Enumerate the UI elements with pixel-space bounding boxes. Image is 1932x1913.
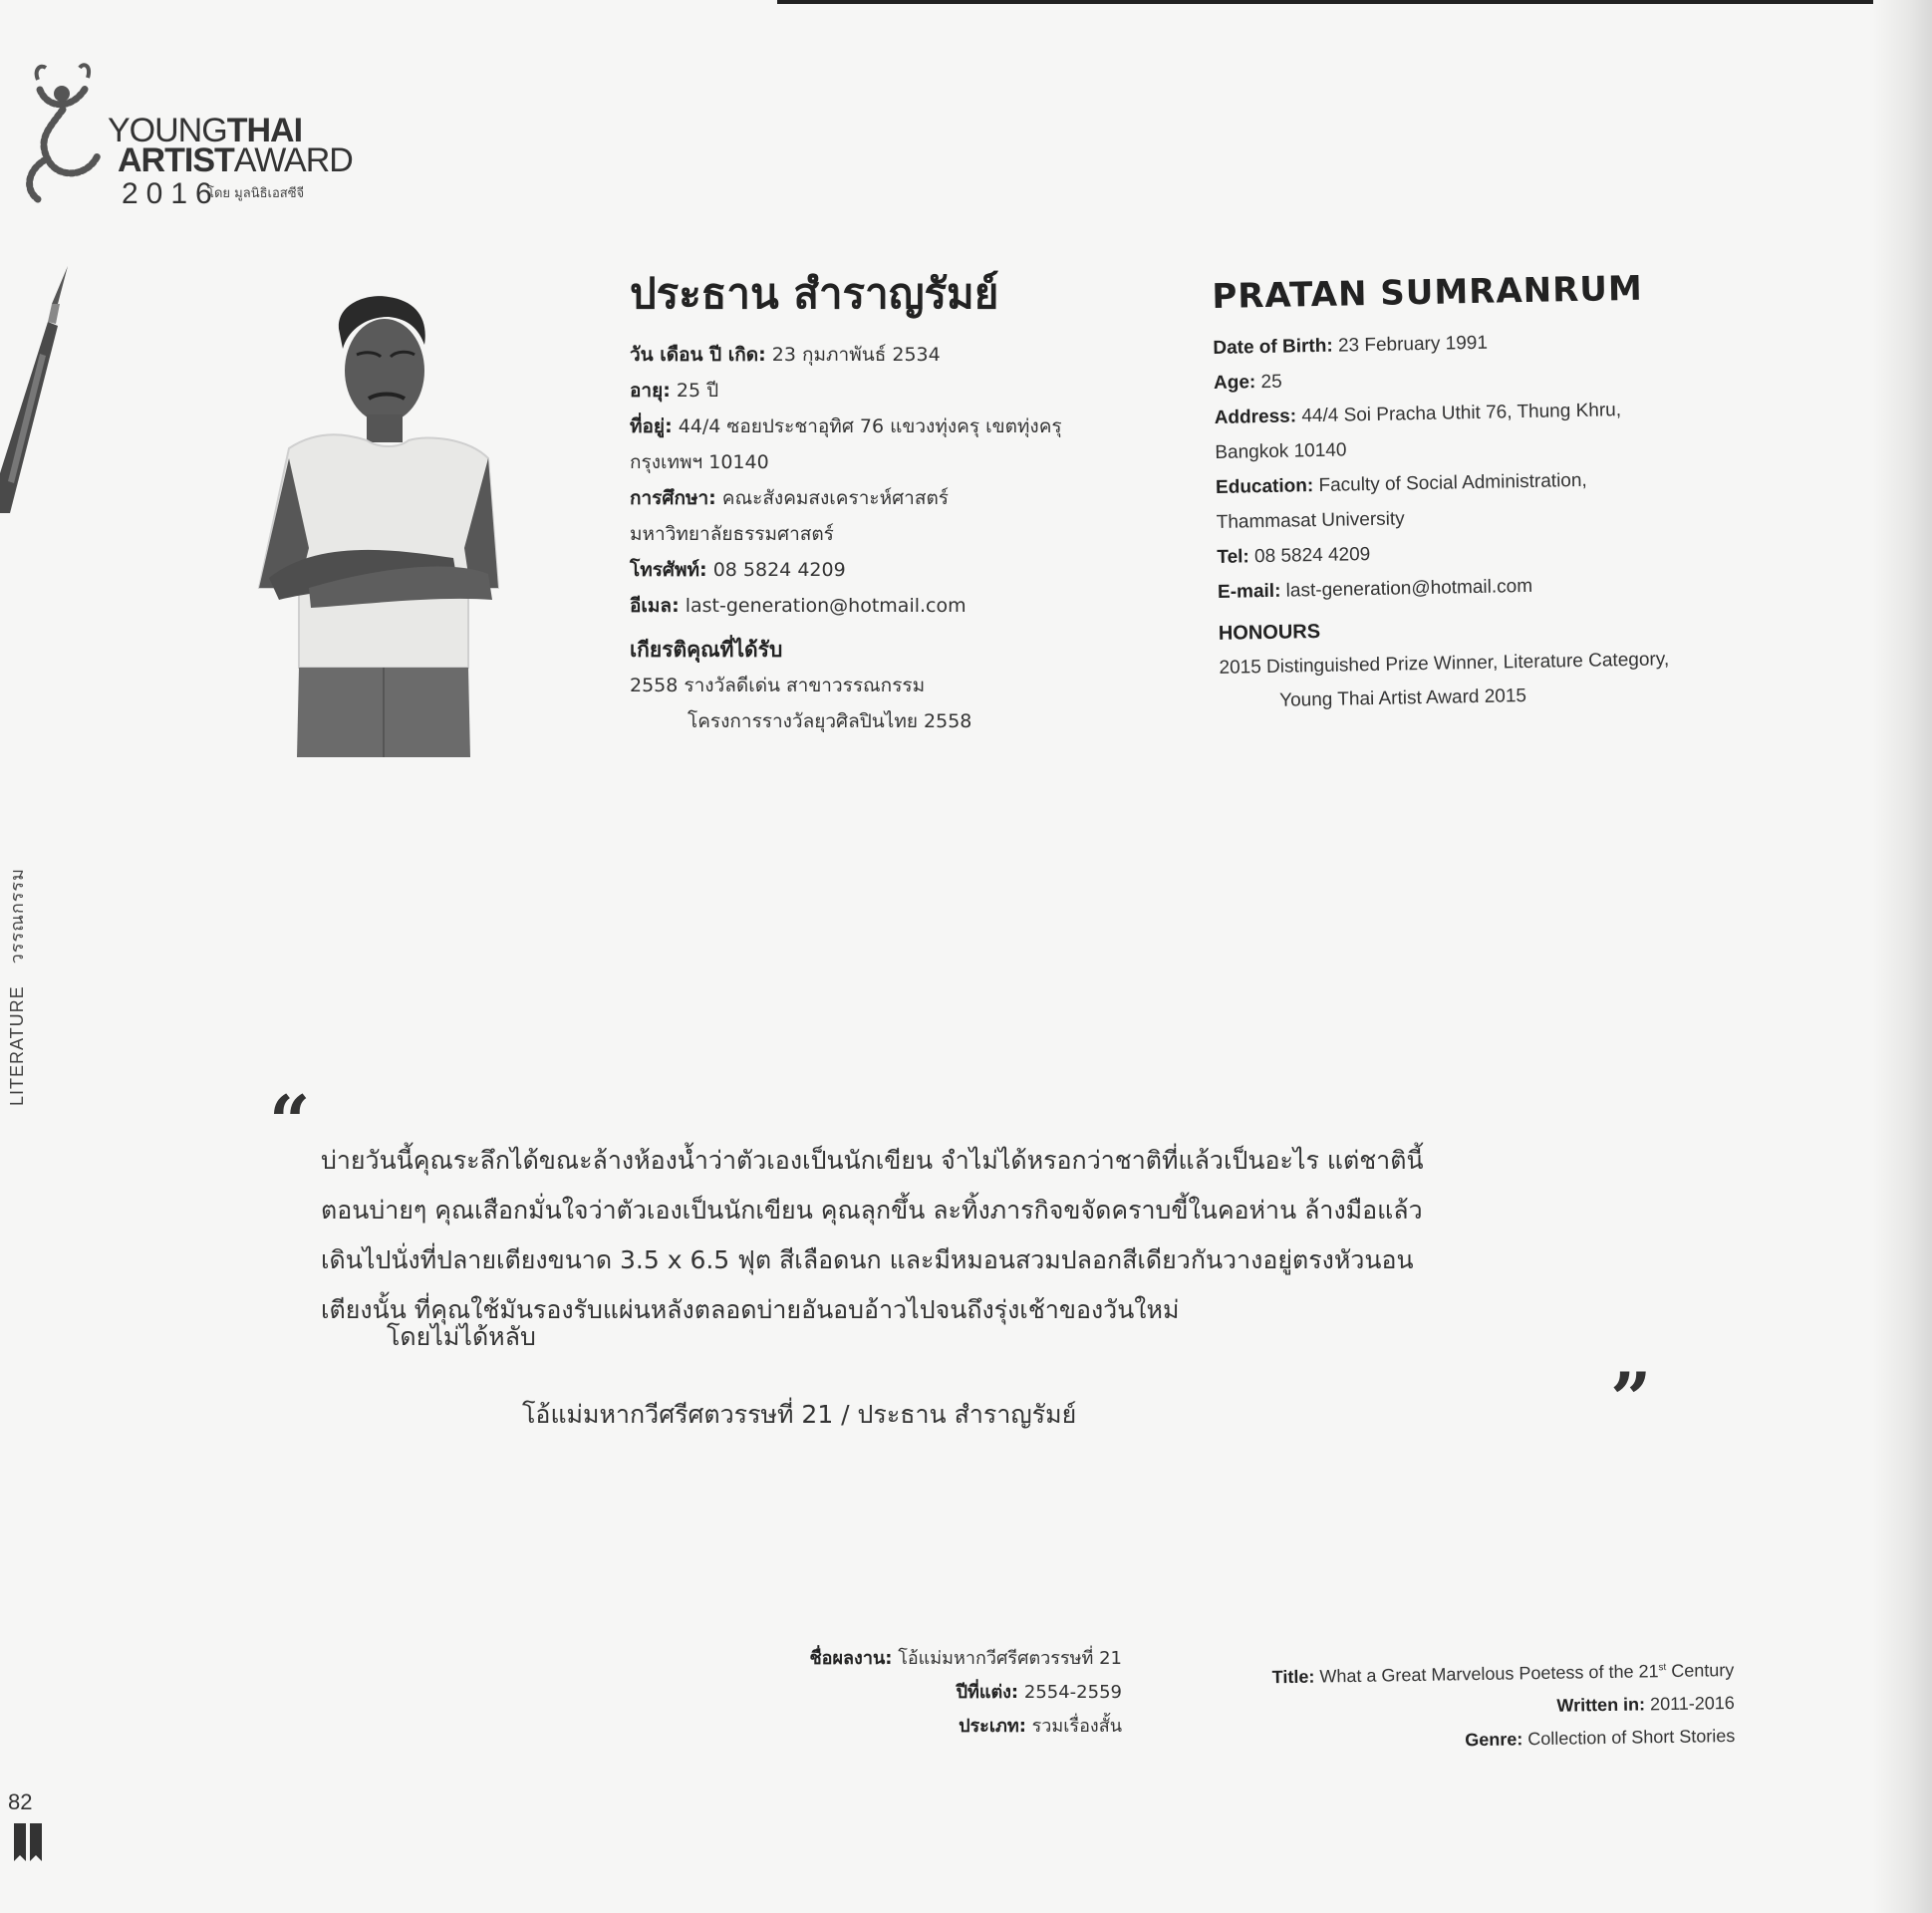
work-title-row-thai bbox=[697, 1642, 1122, 1676]
education-row-en-cont: Thammasat University bbox=[1216, 508, 1405, 533]
address-label-en: Address: bbox=[1214, 406, 1297, 428]
logo-sponsor: โดย มูลนิธิเอสซีจี bbox=[207, 186, 305, 201]
work-written-value-en: 2011-2016 bbox=[1649, 1692, 1735, 1715]
work-genre-value-thai: รวมเรื่องสั้น bbox=[1031, 1716, 1122, 1737]
work-genre-row-thai bbox=[697, 1710, 1122, 1744]
address-row-en-cont: Bangkok 10140 bbox=[1215, 439, 1347, 463]
side-label-english: LITERATURE bbox=[7, 985, 27, 1106]
quote-ending: โดยไม่ได้หลับ bbox=[387, 1322, 536, 1351]
work-info-thai bbox=[697, 1642, 1122, 1744]
address-value-en: 44/4 Soi Pracha Uthit 76, Thung Khru, bbox=[1301, 400, 1622, 427]
work-title-value-thai: โอ้แม่มหากวีศรีศตวรรษที่ 21 bbox=[898, 1648, 1122, 1669]
quote-body bbox=[321, 1136, 1556, 1335]
honours-line-thai: 2558 รางวัลดีเด่น สาขาวรรณกรรม bbox=[630, 675, 926, 696]
email-label-en: E-mail: bbox=[1217, 580, 1281, 603]
tel-label-en: Tel: bbox=[1217, 546, 1249, 568]
work-title-end-en: Century bbox=[1666, 1659, 1735, 1682]
honours-line-en: 2015 Distinguished Prize Winner, Literature Category, bbox=[1219, 649, 1670, 679]
artist-name-english: PRATAN SUMRANRUM bbox=[1212, 268, 1644, 317]
dob-value-en: 23 February 1991 bbox=[1337, 332, 1489, 357]
address-value: 44/4 ซอยประชาอุทิศ 76 แขวงทุ่งครุ เขตทุ่งครุ bbox=[678, 415, 1062, 437]
artist-name-thai: ประธาน สำราญรัมย์ bbox=[630, 269, 999, 318]
bookmark-icon bbox=[14, 1823, 44, 1861]
work-genre-label-thai: ประเภท: bbox=[959, 1716, 1026, 1737]
work-title-value-en: What a Great Marvelous Poetess of the 21 bbox=[1319, 1661, 1659, 1687]
work-title-label-thai: ชื่อผลงาน: bbox=[809, 1648, 893, 1669]
artist-info-thai bbox=[630, 261, 1148, 739]
education-value: คณะสังคมสงเคราะห์ศาสตร์ bbox=[721, 487, 949, 509]
quote-line: บ่ายวันนี้คุณระลึกได้ขณะล้างห้องน้ำว่าตัวเองเป็นนักเขียน จำไม่ได้หรอกว่าชาติที่แล้วเป็นอะไร แต่ชาตินี้ bbox=[321, 1146, 1424, 1175]
work-title-sup-en: st bbox=[1658, 1662, 1667, 1674]
address-row-thai-cont: กรุงเทพฯ 10140 bbox=[630, 451, 769, 473]
honours-heading-thai: เกียรติคุณที่ได้รับ bbox=[630, 638, 783, 662]
email-row-thai bbox=[630, 588, 1148, 624]
tel-row-thai bbox=[630, 552, 1148, 588]
artist-portrait-photo bbox=[249, 289, 508, 757]
fountain-pen-icon bbox=[0, 264, 80, 513]
age-row-thai bbox=[630, 373, 1148, 409]
work-year-row-thai bbox=[697, 1676, 1122, 1710]
age-value-en: 25 bbox=[1260, 371, 1282, 394]
quote-source: โอ้แม่มหากวีศรีศตวรรษที่ 21 / ประธาน สำราญรัมย์ bbox=[522, 1400, 1077, 1429]
address-label: ที่อยู่: bbox=[630, 415, 673, 437]
quote-line: เตียงนั้น ที่คุณใช้มันรองรับแผ่นหลังตลอดบ่ายอันอบอ้าวไปจนถึงรุ่งเช้าของวันใหม่ bbox=[321, 1295, 1180, 1324]
page-top-edge bbox=[777, 0, 1873, 4]
dob-label: วัน เดือน ปี เกิด: bbox=[630, 344, 766, 366]
side-label-thai: วรรณกรรม bbox=[7, 868, 27, 964]
quote-line: เดินไปนั่งที่ปลายเตียงขนาด 3.5 x 6.5 ฟุต สีเลือดนก และมีหมอนสวมปลอกสีเดียวกันวางอยู่ตรงหัวนอน bbox=[321, 1245, 1414, 1274]
honours-line-thai-cont: โครงการรางวัลยุวศิลปินไทย 2558 bbox=[688, 710, 972, 732]
education-row-thai bbox=[630, 480, 1148, 516]
logo-year: 2016 bbox=[122, 177, 220, 210]
dob-row-thai bbox=[630, 337, 1148, 373]
dob-value: 23 กุมภาพันธ์ 2534 bbox=[771, 344, 941, 366]
tel-label: โทรศัพท์: bbox=[630, 559, 707, 581]
education-row-thai-cont: มหาวิทยาลัยธรรมศาสตร์ bbox=[630, 523, 834, 545]
age-label: อายุ: bbox=[630, 380, 671, 402]
artist-info-english bbox=[1212, 266, 1778, 719]
work-year-label-thai: ปีที่แต่ง: bbox=[956, 1682, 1019, 1703]
education-value-en: Faculty of Social Administration, bbox=[1318, 469, 1587, 496]
email-value: last-generation@hotmail.com bbox=[685, 595, 966, 617]
education-label-en: Education: bbox=[1215, 475, 1314, 498]
age-value: 25 ปี bbox=[676, 380, 719, 402]
logo-young: YOUNG bbox=[108, 112, 227, 149]
work-written-label-en: Written in: bbox=[1556, 1694, 1646, 1716]
work-title-label-en: Title: bbox=[1271, 1666, 1315, 1688]
logo-artist: ARTIST bbox=[118, 141, 234, 179]
address-row-thai bbox=[630, 409, 1148, 444]
work-info-english bbox=[1126, 1650, 1736, 1763]
work-year-value-thai: 2554-2559 bbox=[1023, 1682, 1122, 1703]
education-label: การศึกษา: bbox=[630, 487, 716, 509]
age-label-en: Age: bbox=[1213, 372, 1256, 394]
dancer-figure-icon bbox=[18, 60, 108, 209]
page-gutter-shadow bbox=[1872, 0, 1932, 1913]
email-value-en: last-generation@hotmail.com bbox=[1285, 575, 1533, 602]
honours-heading-en: HONOURS bbox=[1218, 620, 1321, 645]
honours-line-en-cont: Young Thai Artist Award 2015 bbox=[1278, 685, 1527, 711]
quote-line: ตอนบ่ายๆ คุณเสือกมั่นใจว่าตัวเองเป็นนักเขียน คุณลุกขึ้น ละทิ้งภารกิจขจัดคราบขี้ในคอห่าน ล้างมือแล้ว bbox=[321, 1196, 1423, 1225]
dob-label-en: Date of Birth: bbox=[1213, 335, 1333, 359]
logo-award: AWARD bbox=[233, 141, 353, 179]
email-label: อีเมล: bbox=[630, 595, 680, 617]
open-quote-mark: “ bbox=[269, 1079, 311, 1164]
work-genre-value-en: Collection of Short Stories bbox=[1527, 1725, 1736, 1750]
logo-thai: THAI bbox=[226, 112, 303, 149]
tel-value-en: 08 5824 4209 bbox=[1253, 543, 1371, 568]
page-number: 82 bbox=[8, 1789, 33, 1814]
young-thai-artist-award-logo bbox=[18, 60, 353, 210]
section-side-label bbox=[2, 846, 31, 1106]
work-genre-label-en: Genre: bbox=[1465, 1729, 1523, 1751]
close-quote-mark: ” bbox=[1610, 1356, 1652, 1441]
tel-value: 08 5824 4209 bbox=[712, 559, 846, 581]
